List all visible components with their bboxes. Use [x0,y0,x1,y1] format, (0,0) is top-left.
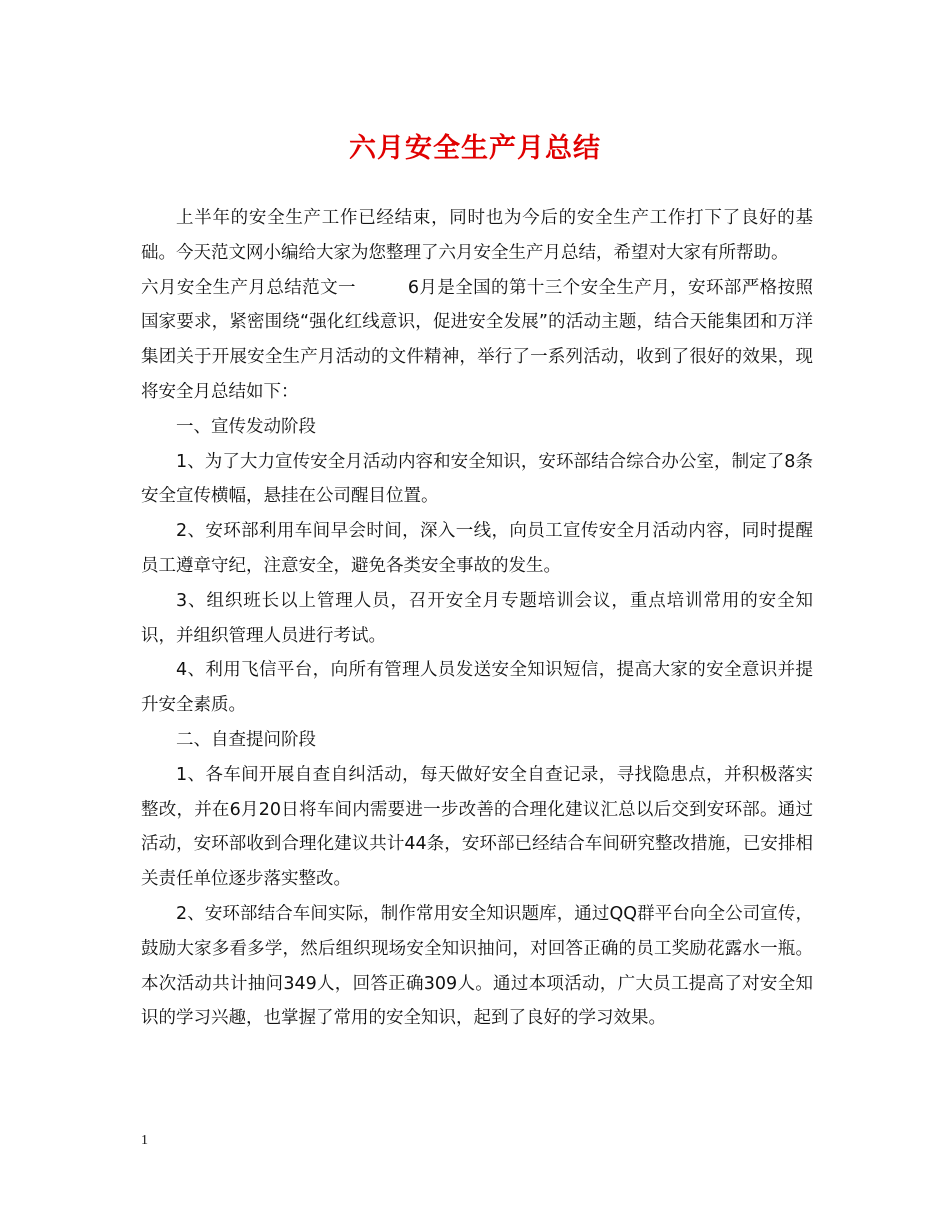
sample-opening: 6月是全国的第十三个安全生产月，安环部严格按照国家要求，紧密围绕“强化红线意识，促进安全发展”的活动主题，结合天能集团和万洋集团关于开展安全生产月活动的文件精神，举行了一系列活动，收到了很好的效果，现将安全月总结如下： [141,277,813,402]
section-heading: 一、宣传发动阶段 [176,416,316,437]
list-item: 2、安环部结合车间实际，制作常用安全知识题库，通过QQ群平台向全公司宣传，鼓励大家多看多学，然后组织现场安全知识抽问，对回答正确的员工奖励花露水一瓶。本次活动共计抽问349人，回答正确309人。通过本项活动，广大员工提高了对安全知识的学习兴趣，也掌握了常用的安全知识，起到了良好的学习效果。 [141,903,813,1029]
list-item: 1、各车间开展自查自纠活动，每天做好安全自查记录，寻找隐患点，并积极落实整改，并在6月20日将车间内需要进一步改善的合理化建议汇总以后交到安环部。通过活动，安环部收到合理化建议共计44条，安环部已经结合车间研究整改措施，已安排相关责任单位逐步落实整改。 [141,764,813,890]
list-item: 2、安环部利用车间早会时间，深入一线，向员工宣传安全月活动内容，同时提醒员工遵章守纪，注意安全，避免各类安全事故的发生。 [141,521,813,576]
intro-paragraph: 上半年的安全生产工作已经结束，同时也为今后的安全生产工作打下了良好的基础。今天范文网小编给大家为您整理了六月安全生产月总结，希望对大家有所帮助。 [141,208,813,263]
list-item: 3、组织班长以上管理人员，召开安全月专题培训会议，重点培训常用的安全知识，并组织管理人员进行考试。 [141,590,813,646]
sample-heading: 六月安全生产月总结范文一 [141,277,356,298]
section-heading: 二、自查提问阶段 [176,729,316,750]
list-item: 4、利用飞信平台，向所有管理人员发送安全知识短信，提高大家的安全意识并提升安全素质。 [141,660,813,716]
sample-paragraph [141,271,813,410]
page-number: 1 [141,1133,148,1148]
list-item: 1、为了大力宣传安全月活动内容和安全知识，安环部结合综合办公室，制定了8条安全宣传横幅，悬挂在公司醒目位置。 [141,451,813,507]
document-body [141,201,813,1036]
document-title: 六月安全生产月总结 [349,133,601,164]
